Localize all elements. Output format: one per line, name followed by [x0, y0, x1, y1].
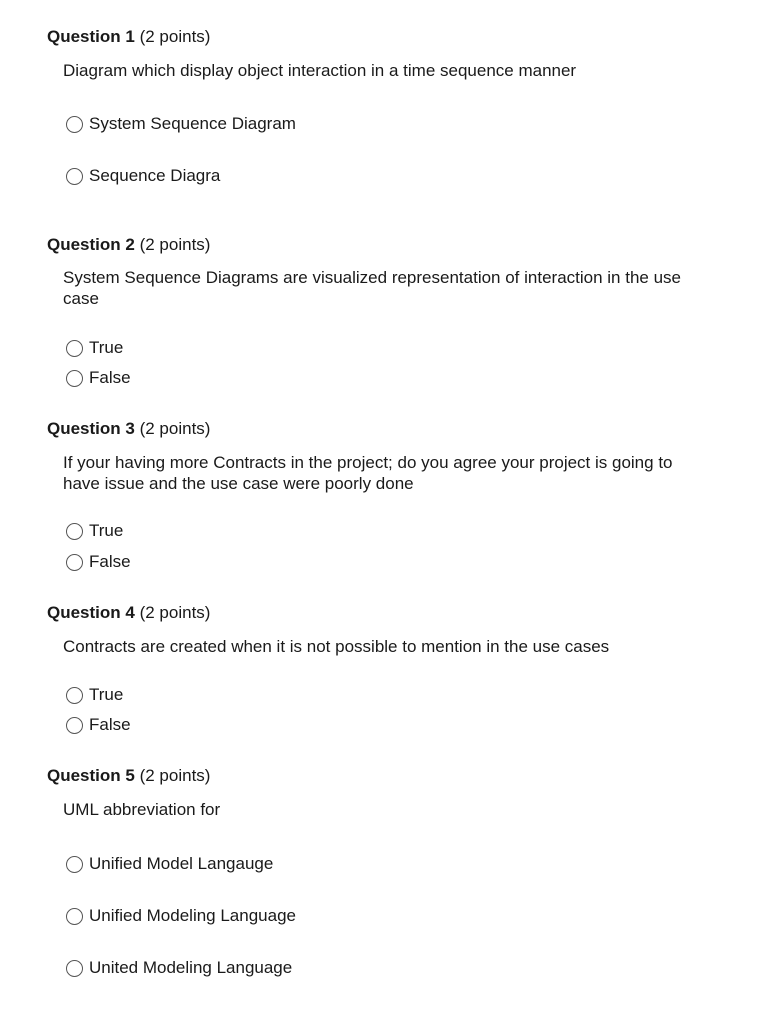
- radio-button[interactable]: [66, 340, 83, 357]
- question-5-header: [47, 766, 210, 786]
- radio-button[interactable]: [66, 168, 83, 185]
- option-label: Unified Model Langauge: [89, 854, 274, 873]
- question-3-header: [47, 419, 210, 439]
- radio-button[interactable]: [66, 554, 83, 571]
- question-5-option-1[interactable]: [66, 853, 273, 875]
- option-label: Sequence Diagra: [89, 166, 221, 185]
- question-points: (2 points): [139, 603, 211, 622]
- option-label: Unified Modeling Language: [89, 906, 296, 925]
- radio-button[interactable]: [66, 856, 83, 873]
- question-1-option-1[interactable]: [66, 113, 296, 135]
- question-4-text: Contracts are created when it is not possible to mention in the use cases: [63, 637, 610, 656]
- question-5-option-3[interactable]: [66, 957, 292, 979]
- question-3-text: If your having more Contracts in the project; do you agree your project is going to have issue and the use case were poorly done: [63, 453, 673, 493]
- question-1-option-2[interactable]: [66, 165, 220, 187]
- question-points: (2 points): [139, 235, 211, 254]
- question-label: Question 3: [47, 419, 135, 438]
- question-label: Question 4: [47, 603, 135, 622]
- option-label: System Sequence Diagram: [89, 114, 296, 133]
- question-2-text: System Sequence Diagrams are visualized representation of interaction in the use case: [63, 268, 682, 308]
- question-label: Question 2: [47, 235, 135, 254]
- radio-button[interactable]: [66, 960, 83, 977]
- question-2-option-2[interactable]: [66, 367, 131, 389]
- question-4-option-2[interactable]: [66, 714, 131, 736]
- option-label: True: [89, 685, 124, 704]
- question-4-header: [47, 603, 210, 623]
- question-3-option-1[interactable]: [66, 520, 123, 542]
- question-1-text: Diagram which display object interaction in a time sequence manner: [63, 61, 577, 80]
- question-label: Question 5: [47, 766, 135, 785]
- option-label: True: [89, 521, 124, 540]
- question-3-option-2[interactable]: [66, 551, 131, 573]
- question-1-header: [47, 27, 210, 47]
- radio-button[interactable]: [66, 717, 83, 734]
- option-label: United Modeling Language: [89, 958, 293, 977]
- radio-button[interactable]: [66, 523, 83, 540]
- option-label: False: [89, 715, 131, 734]
- question-points: (2 points): [139, 27, 211, 46]
- radio-button[interactable]: [66, 116, 83, 133]
- radio-button[interactable]: [66, 370, 83, 387]
- question-5-option-2[interactable]: [66, 905, 296, 927]
- question-2-option-1[interactable]: [66, 337, 123, 359]
- question-points: (2 points): [139, 766, 211, 785]
- question-points: (2 points): [139, 419, 211, 438]
- question-label: Question 1: [47, 27, 135, 46]
- radio-button[interactable]: [66, 687, 83, 704]
- question-5-text: UML abbreviation for: [63, 800, 221, 819]
- option-label: False: [89, 368, 131, 387]
- radio-button[interactable]: [66, 908, 83, 925]
- question-2-header: [47, 235, 210, 255]
- option-label: True: [89, 338, 124, 357]
- question-4-option-1[interactable]: [66, 684, 123, 706]
- option-label: False: [89, 552, 131, 571]
